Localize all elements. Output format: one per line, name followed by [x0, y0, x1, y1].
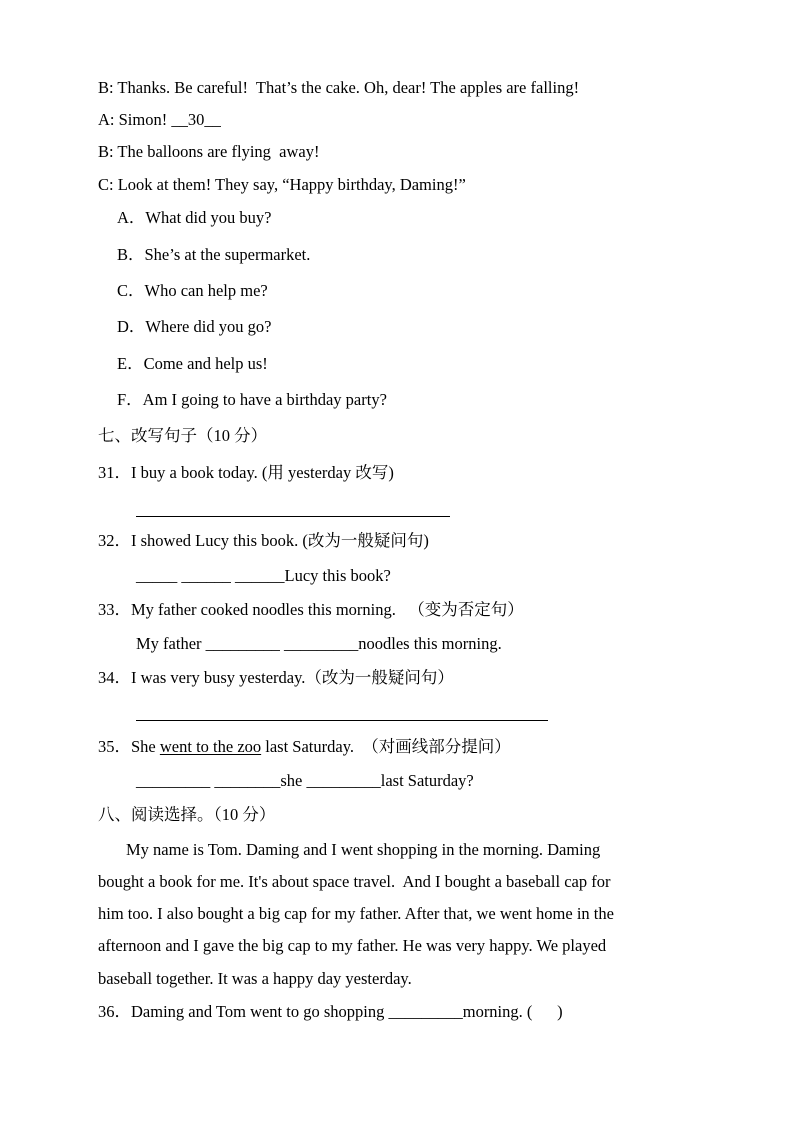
passage-line-4: afternoon and I gave the big cap to my father. He was very happy. We played — [98, 936, 607, 955]
answer-line-31[interactable] — [136, 516, 450, 517]
option-f: F．Am I going to have a birthday party? — [117, 390, 387, 409]
question-31: 31．I buy a book today. (用 yesterday 改写) — [98, 463, 394, 482]
answer-35[interactable]: _________ ________she _________last Saturday? — [136, 771, 474, 790]
option-c: C．Who can help me? — [117, 281, 268, 300]
section-8-title: 八、阅读选择。（10 分） — [98, 805, 276, 824]
question-34: 34．I was very busy yesterday.（改为一般疑问句） — [98, 668, 454, 687]
section-7-title: 七、改写句子（10 分） — [98, 426, 268, 445]
question-36: 36．Daming and Tom went to go shopping _________morning. ( ) — [98, 1002, 563, 1021]
answer-33[interactable]: My father _________ _________noodles this morning. — [136, 634, 502, 653]
question-35-lead: 35．She — [98, 737, 160, 756]
question-32: 32．I showed Lucy this book. (改为一般疑问句) — [98, 531, 429, 550]
dialogue-line-c1: C: Look at them! They say, “Happy birthday, Daming!” — [98, 175, 466, 194]
dialogue-line-b1: B: Thanks. Be careful! That’s the cake. Oh, dear! The apples are falling! — [98, 78, 580, 97]
question-35 — [98, 737, 511, 757]
passage-line-2: bought a book for me. It's about space travel. And I bought a baseball cap for — [98, 872, 611, 891]
question-35-underlined: went to the zoo — [159, 737, 262, 756]
blank-30[interactable]: __30__ — [171, 110, 221, 129]
option-d: D．Where did you go? — [117, 317, 272, 336]
dialogue-line-b2: B: The balloons are flying away! — [98, 142, 320, 161]
passage-line-5: baseball together. It was a happy day yesterday. — [98, 969, 412, 988]
answer-line-34[interactable] — [136, 720, 548, 721]
option-b: B．She’s at the supermarket. — [117, 245, 311, 264]
passage-line-1: My name is Tom. Daming and I went shopping in the morning. Daming — [126, 840, 601, 859]
question-35-tail: last Saturday. （对画线部分提问） — [261, 737, 511, 756]
option-a: A．What did you buy? — [117, 208, 272, 227]
option-e: E．Come and help us! — [117, 354, 268, 373]
passage-line-3: him too. I also bought a big cap for my father. After that, we went home in the — [98, 904, 614, 923]
dialogue-a1-text: A: Simon! — [98, 110, 172, 129]
dialogue-line-a1 — [98, 110, 221, 130]
question-33: 33．My father cooked noodles this morning. （变为否定句） — [98, 600, 524, 619]
answer-32[interactable]: _____ ______ ______Lucy this book? — [136, 566, 391, 585]
